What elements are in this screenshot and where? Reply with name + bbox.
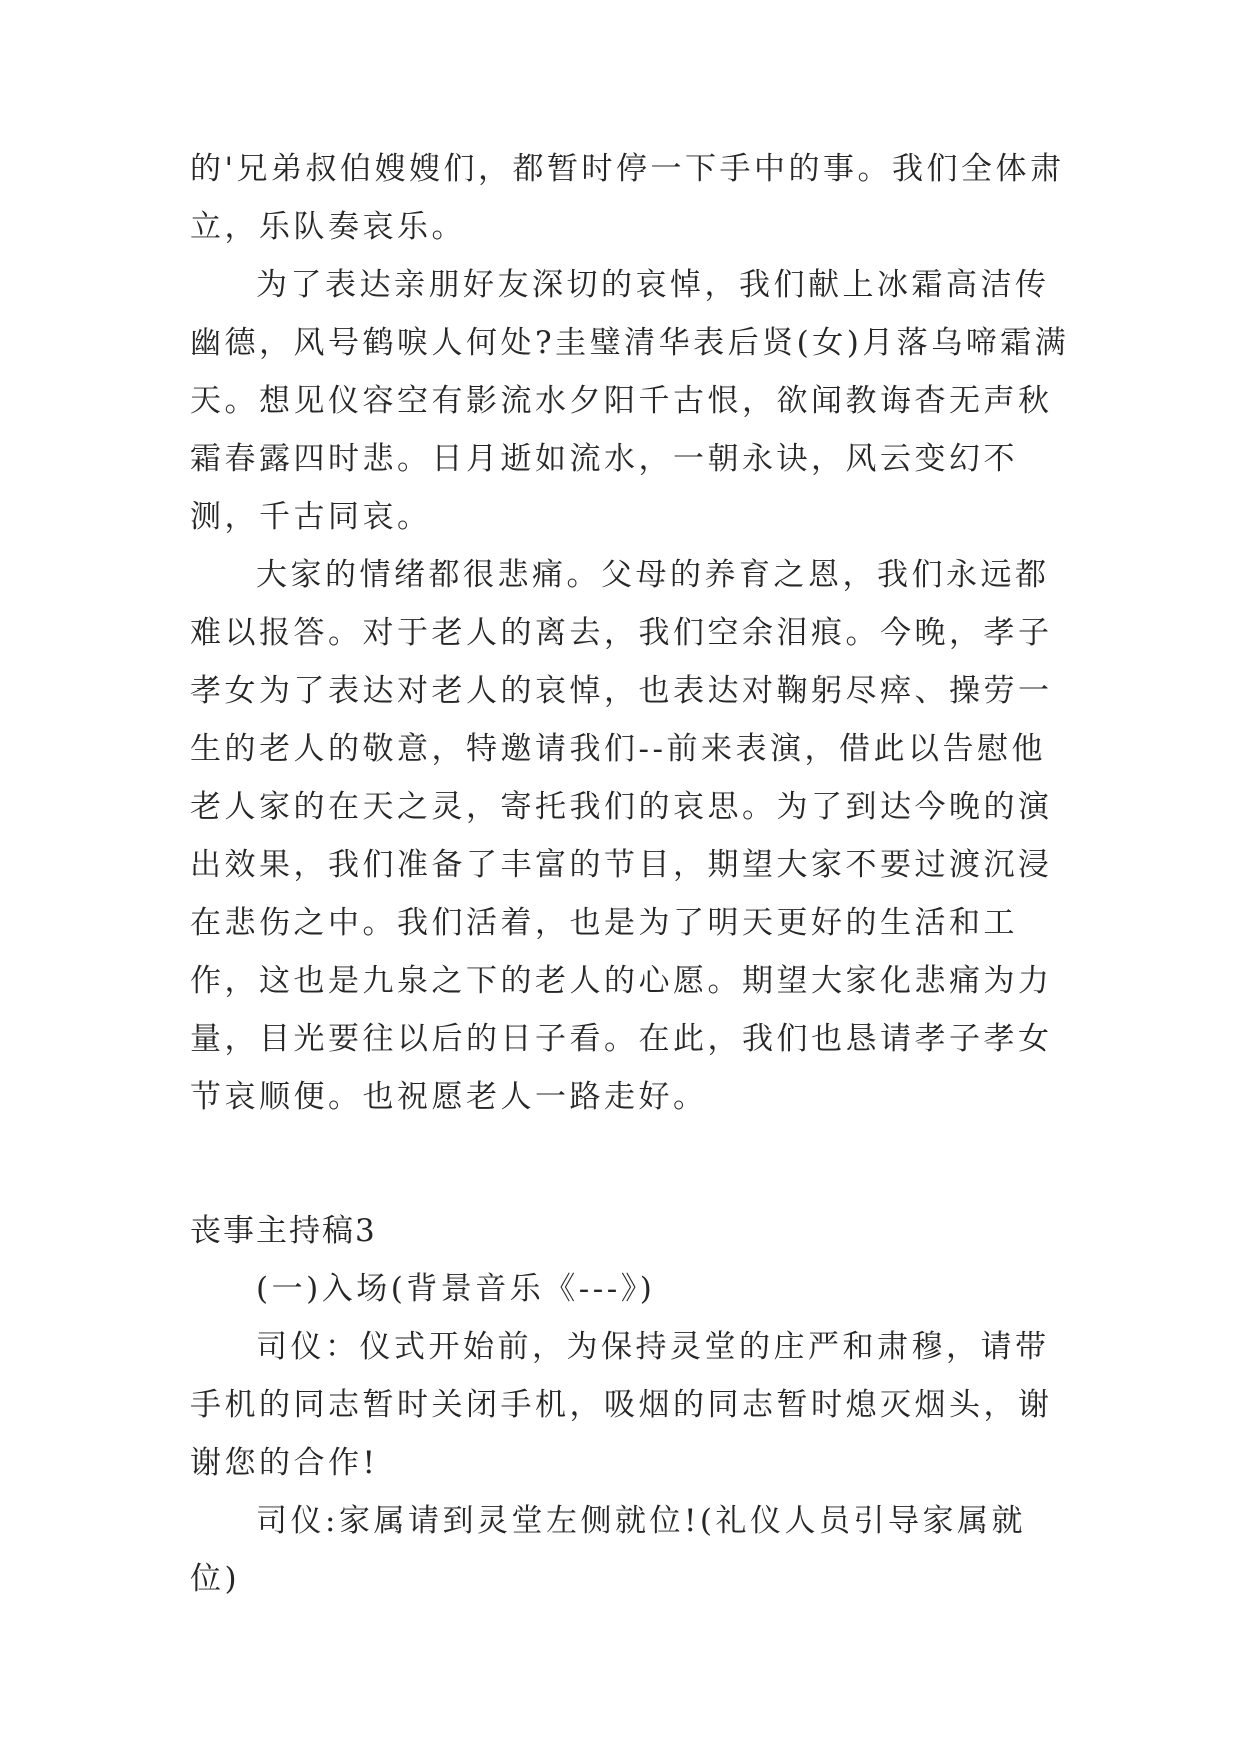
section-paragraph-2: 司仪：仪式开始前，为保持灵堂的庄严和肃穆，请带手机的同志暂时关闭手机，吸烟的同志暂时熄灭烟头，谢谢您的合作! bbox=[190, 1329, 1053, 1481]
paragraph-3: 大家的情绪都很悲痛。父母的养育之恩，我们永远都难以报答。对于老人的离去，我们空余泪痕。今晚，孝子孝女为了表达对老人的哀悼，也表达对鞠躬尽瘁、操劳一生的老人的敬意，特邀请我们--前来表演，借此以告慰他老人家的在天之灵，寄托我们的哀思。为了到达今晚的演出效果，我们准备了丰富的节目，期望大家不要过渡沉浸在悲伤之中。我们活着，也是为了明天更好的生活和工作，这也是九泉之下的老人的心愿。期望大家化悲痛为力量，目光要往以后的日子看。在此，我们也恳请孝子孝女节哀顺便。也祝愿老人一路走好。 bbox=[190, 557, 1053, 1115]
paragraph-1: 的'兄弟叔伯嫂嫂们，都暂时停一下手中的事。我们全体肃立，乐队奏哀乐。 bbox=[190, 151, 1065, 245]
section-paragraph-3: 司仪:家属请到灵堂左侧就位!(礼仪人员引导家属就位) bbox=[190, 1503, 1026, 1597]
paragraph-2: 为了表达亲朋好友深切的哀悼，我们献上冰霜高洁传幽德，风号鹤唳人何处?圭璧清华表后贤(女)月落乌啼霜满天。想见仪容空有影流水夕阳千古恨，欲闻教诲杳无声秋霜春露四时悲。日月逝如流水，一朝永诀，风云变幻不测，千古同哀。 bbox=[190, 267, 1070, 535]
section-title: 丧事主持稿3 bbox=[190, 1213, 377, 1249]
section-paragraph-1: (一)入场(背景音乐《---》) bbox=[256, 1271, 656, 1307]
